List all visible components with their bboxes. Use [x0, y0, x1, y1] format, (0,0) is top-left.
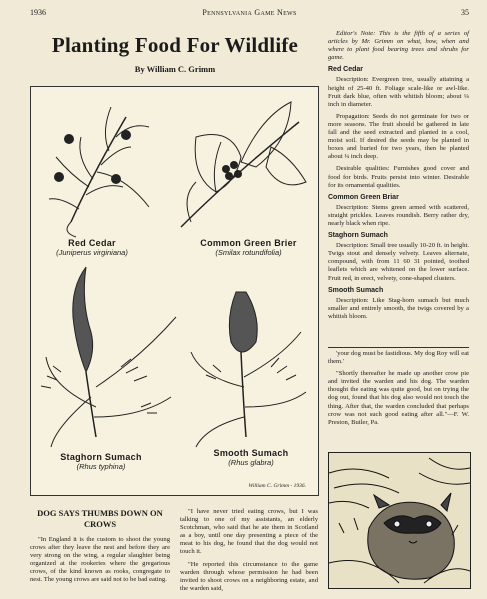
heading-red-cedar: Red Cedar [328, 66, 364, 74]
staghorn-sumach-drawing [41, 267, 176, 447]
article-title: Planting Food For Wildlife [51, 33, 299, 57]
label-green-brier [181, 239, 316, 257]
crow-story-heading: DOG SAYS THUMBS DOWN ON CROWS [37, 508, 163, 529]
green-briar-description: Description: Stems green armed with scattered, straight prickles. Leaves roundish. Berry rather dry, nearly black when ripe. [328, 203, 469, 227]
header-year: 1936 [30, 8, 46, 17]
label-staghorn-scientific: (Rhus typhina) [76, 461, 126, 471]
label-smooth-scientific: (Rhus glabra) [228, 457, 274, 467]
crow-story-paragraph-3: "He reported this circumstance to the game warden through whose permission he had been invited to shoot crows on a neighboring estate, and the warden said, [180, 560, 318, 592]
red-cedar-propagation: Propagation: Seeds do not germinate for two or more seasons. The fruit should be gathered in late fall and the seed extracted and planted in a cool, moist soil. If desired the seeds may be planted in boxes and buried for two years, then be planted about ¼ inch deep. [328, 112, 469, 161]
heading-smooth: Smooth Sumach [328, 286, 384, 294]
page-header [30, 8, 469, 20]
crow-story-continued [328, 350, 469, 431]
right-column [328, 30, 469, 325]
plant-drawing [31, 87, 318, 495]
label-smooth-name: Smooth Sumach [213, 448, 289, 458]
red-cedar-qualities: Desirable qualities: Furnishes good cover and food for birds. Fruits persist into winter. Desirable for its ornamental qualities. [328, 165, 469, 189]
label-green-brier-name: Common Green Brier [200, 238, 297, 248]
label-red-cedar-scientific: (Juniperus virginiana) [56, 247, 128, 257]
header-magazine: Pennsylvania Game News [202, 8, 297, 17]
label-staghorn-name: Staghorn Sumach [60, 452, 142, 462]
smooth-description: Description: Like Stag-horn sumach but much smaller and entirely smooth, the twigs covered by a whitish bloom. [328, 296, 469, 320]
label-green-brier-scientific: (Smilax rotundifolia) [215, 247, 282, 257]
green-brier-drawing [181, 102, 306, 227]
red-cedar-drawing [49, 107, 149, 237]
raccoon-drawing [329, 453, 470, 588]
crow-story-col1 [30, 536, 170, 589]
label-red-cedar [37, 239, 147, 257]
crow-story-col2 [180, 508, 318, 597]
crow-story-paragraph-2: "I have never tried eating crows, but I was talking to one of my assistants, an elderly Scotchman, who said that he ate them in Scotland as a boy, until one day presenting a piece of the meat to his dog, he found that the dog would not touch it. [180, 508, 318, 556]
crow-continued-2: "Shortly thereafter he made up another crow pie and invited the warden and his dog. The warden thought the eating was quite good, but on trying the dog out, found that his dog also would not touch the thing. After that, the warden concluded that perhaps crow was not such good eating after all."—F. W. Preston, Butler, Pa. [328, 370, 469, 426]
crow-story-paragraph-1: "In England it is the custom to shoot the young crows after they leave the nest and before they are very strong on the wing, a regular slaughter being organized at the rookeries where the gregarious crows, of the kind known as rooks, congregate to nest. The young crows are said not to be bad eating. [30, 536, 170, 584]
column-divider [328, 347, 469, 348]
crow-continued-1: 'your dog must be fastidious. My dog Roy will eat them.' [328, 350, 469, 366]
staghorn-description: Description: Small tree usually 10-20 ft. in height. Twigs stout and densely velvety. Leaves alternate, compound, with from 11 60 31 pointed, toothed leaflets which are whitened on the lower surface. Fruit red, in erect, velvety, cone-shaped clusters. [328, 242, 469, 282]
heading-green-briar: Common Green Briar [328, 193, 399, 201]
smooth-sumach-drawing [191, 292, 306, 447]
label-smooth-sumach [191, 449, 311, 467]
label-red-cedar-name: Red Cedar [68, 238, 116, 248]
editors-note: Editor's Note: This is the fifth of a series of articles by Mr. Grimm on what, how, when and where to plant food bearing trees and shrubs for game. [328, 30, 469, 62]
red-cedar-description: Description: Evergreen tree, usually attaining a height of 25-40 ft. Foliage scale-like or awl-like. Fruit dark blue, often with whitish bloom; about ¼ inch in diameter. [328, 76, 469, 108]
raccoon-illustration [328, 452, 471, 589]
heading-staghorn: Staghorn Sumach [328, 232, 388, 240]
plant-illustration [30, 86, 319, 496]
artist-signature: William C. Grimm - 1936. [248, 483, 306, 489]
header-page-number: 35 [461, 8, 469, 17]
article-byline: By William C. Grimm [134, 64, 216, 74]
label-staghorn-sumach [41, 453, 161, 471]
